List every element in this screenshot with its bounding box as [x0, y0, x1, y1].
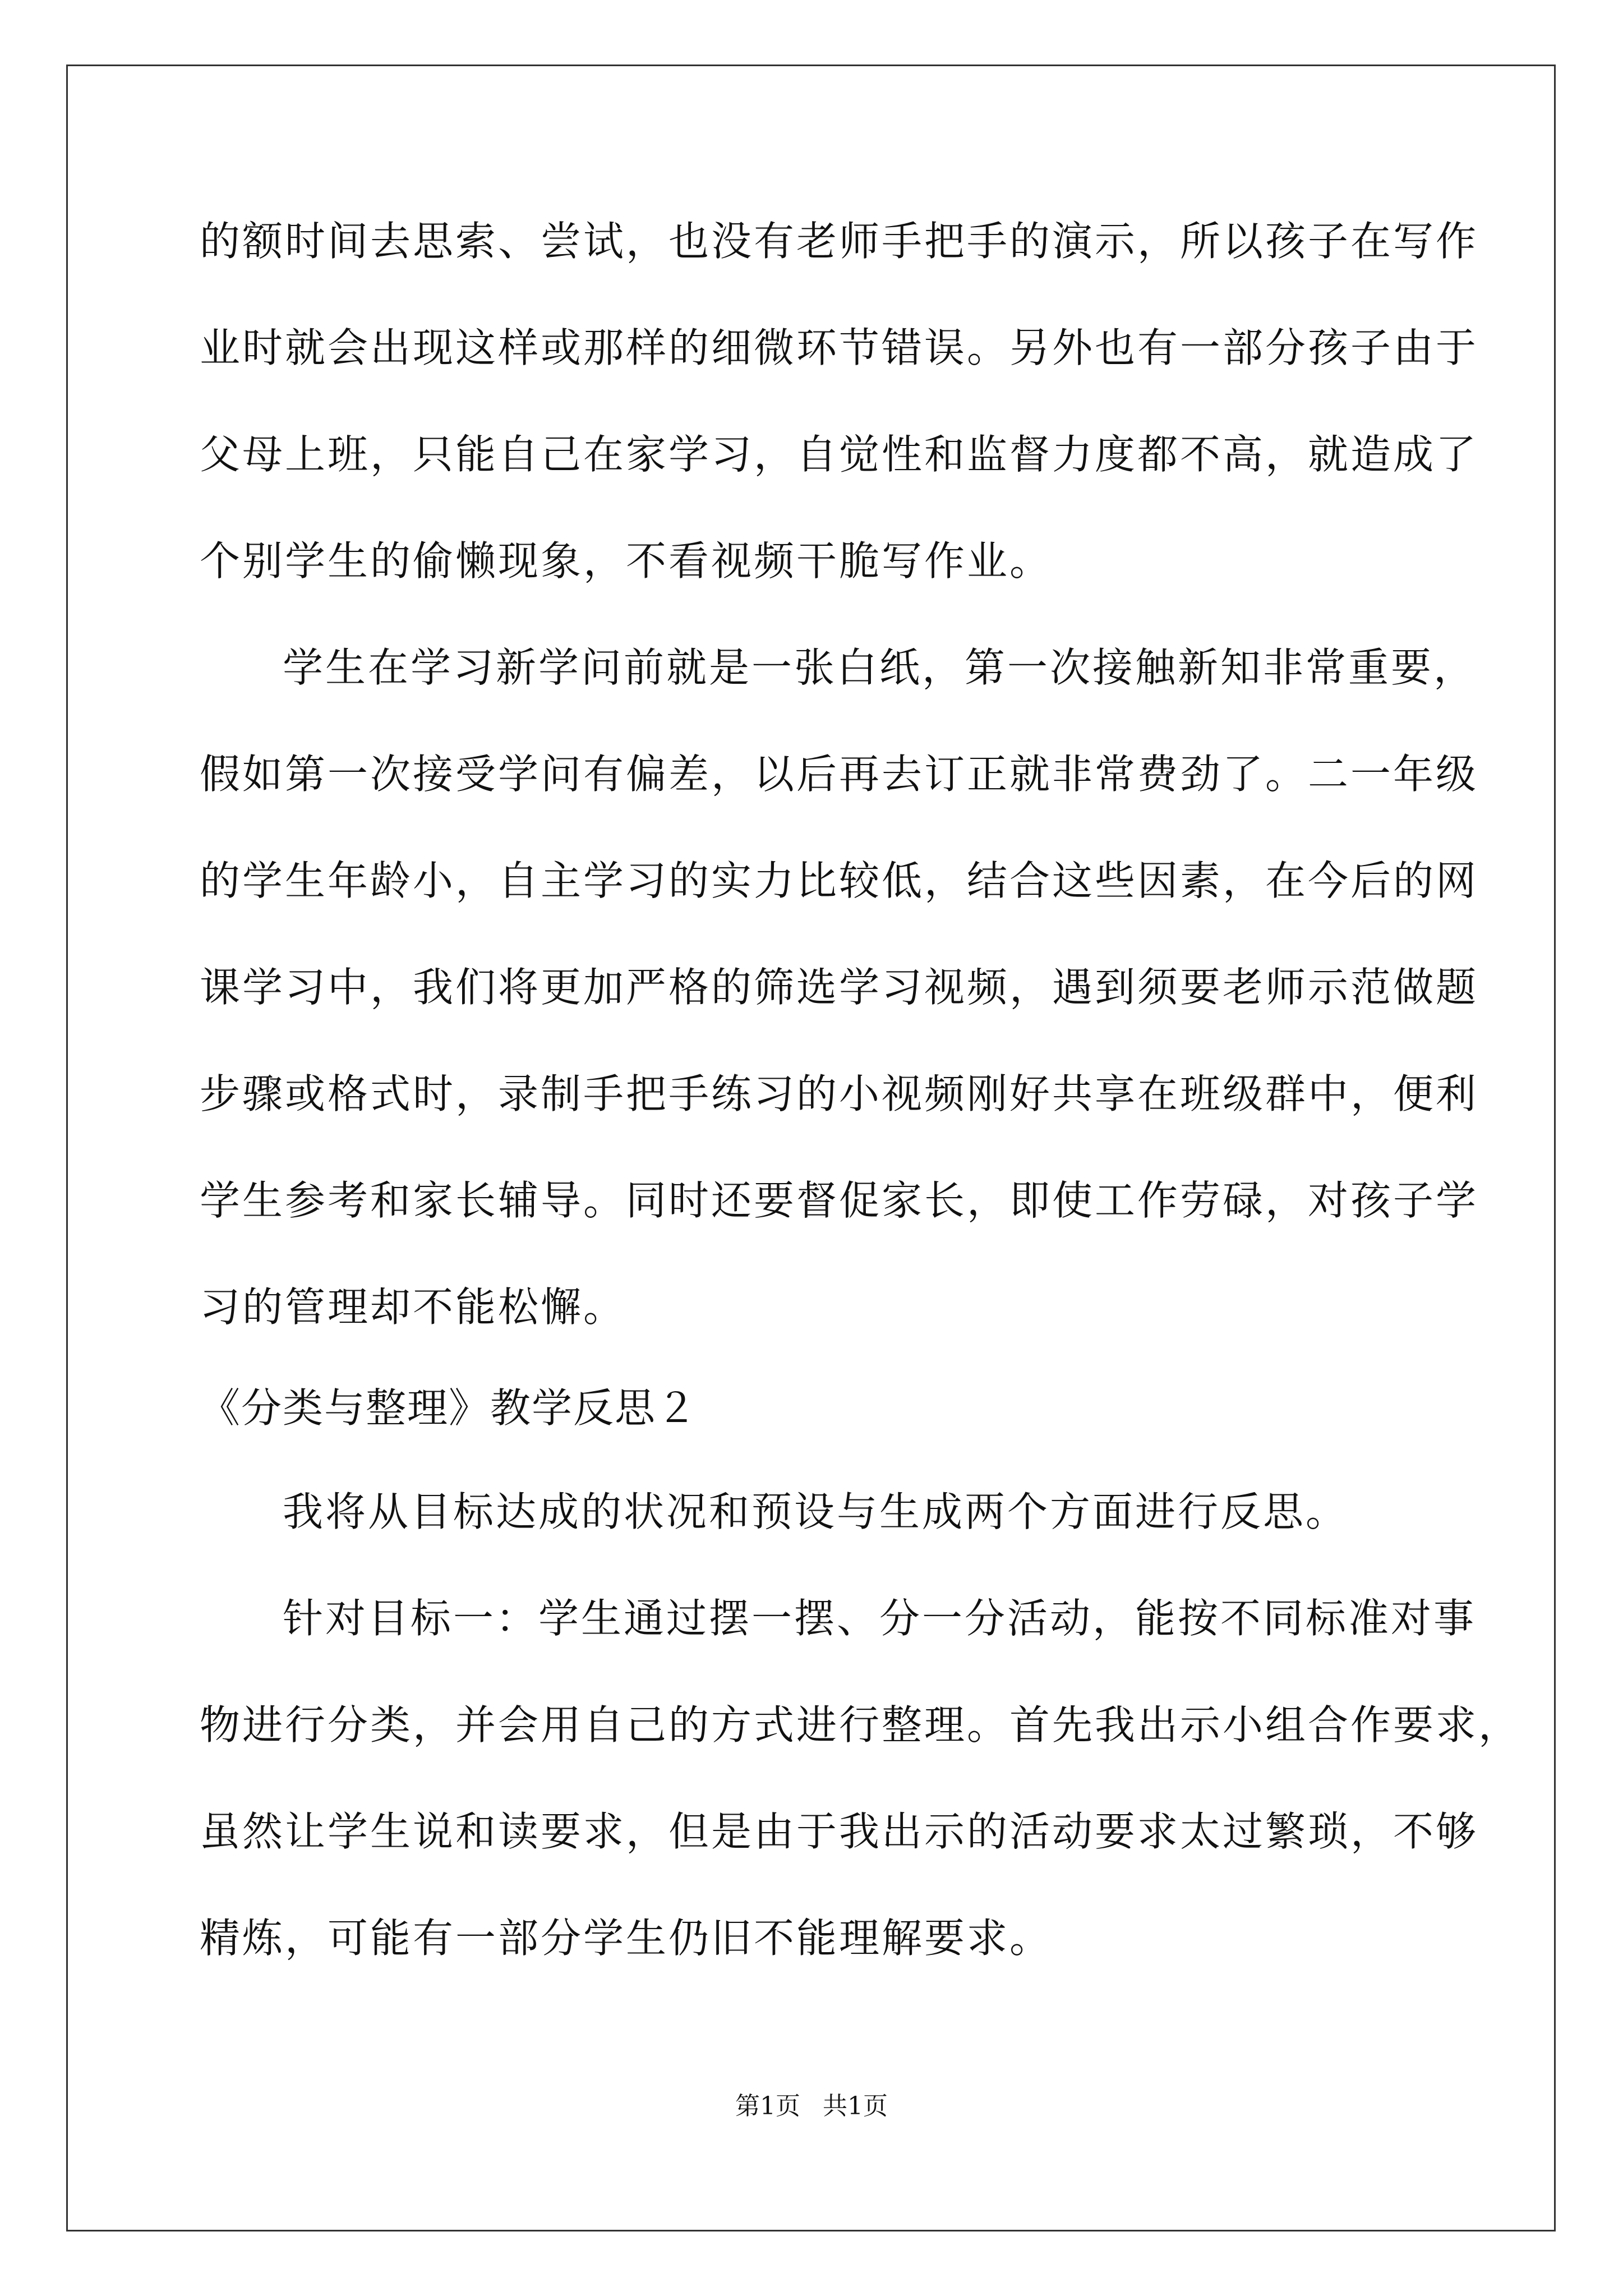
text-line: 学生参考和家长辅导。同时还要督促家长，即使工作劳碌，对孩子学: [200, 1177, 1479, 1224]
page-border: [66, 65, 1556, 2231]
page-total: 共1页: [823, 2092, 888, 2120]
text-line: 习的管理却不能松懈。: [200, 1283, 626, 1331]
text-line: 针对目标一：学生通过摆一摆、分一分活动，能按不同标准对事: [283, 1595, 1477, 1642]
text-line: 步骤或格式时，录制手把手练习的小视频刚好共享在班级群中，便利: [200, 1070, 1479, 1117]
text-line: 精炼，可能有一部分学生仍旧不能理解要求。: [200, 1915, 1053, 1962]
text-line: 假如第一次接受学问有偏差，以后再去订正就非常费劲了。二一年级: [200, 751, 1479, 798]
section-heading: 《分类与整理》教学反思２: [200, 1384, 698, 1432]
text-line: 学生在学习新学问前就是一张白纸，第一次接触新知非常重要，: [283, 644, 1477, 691]
text-line: 的额时间去思索、尝试，也没有老师手把手的演示，所以孩子在写作: [200, 218, 1479, 265]
text-line: 业时就会出现这样或那样的细微环节错误。另外也有一部分孩子由于: [200, 324, 1479, 371]
text-line: 虽然让学生说和读要求，但是由于我出示的活动要求太过繁琐，不够: [200, 1808, 1479, 1855]
text-line: 个别学生的偷懒现象，不看视频干脆写作业。: [200, 537, 1053, 585]
text-line: 的学生年龄小，自主学习的实力比较低，结合这些因素，在今后的网: [200, 857, 1479, 904]
text-line: 课学习中，我们将更加严格的筛选学习视频，遇到须要老师示范做题: [200, 964, 1479, 1011]
text-line: 父母上班，只能自己在家学习，自觉性和监督力度都不高，就造成了: [200, 431, 1479, 478]
text-line: 物进行分类，并会用自己的方式进行整理。首先我出示小组合作要求，: [200, 1701, 1521, 1749]
page-footer: [0, 2090, 1623, 2123]
page-number: 第1页: [735, 2092, 800, 2120]
text-line: 我将从目标达成的状况和预设与生成两个方面进行反思。: [283, 1488, 1349, 1535]
